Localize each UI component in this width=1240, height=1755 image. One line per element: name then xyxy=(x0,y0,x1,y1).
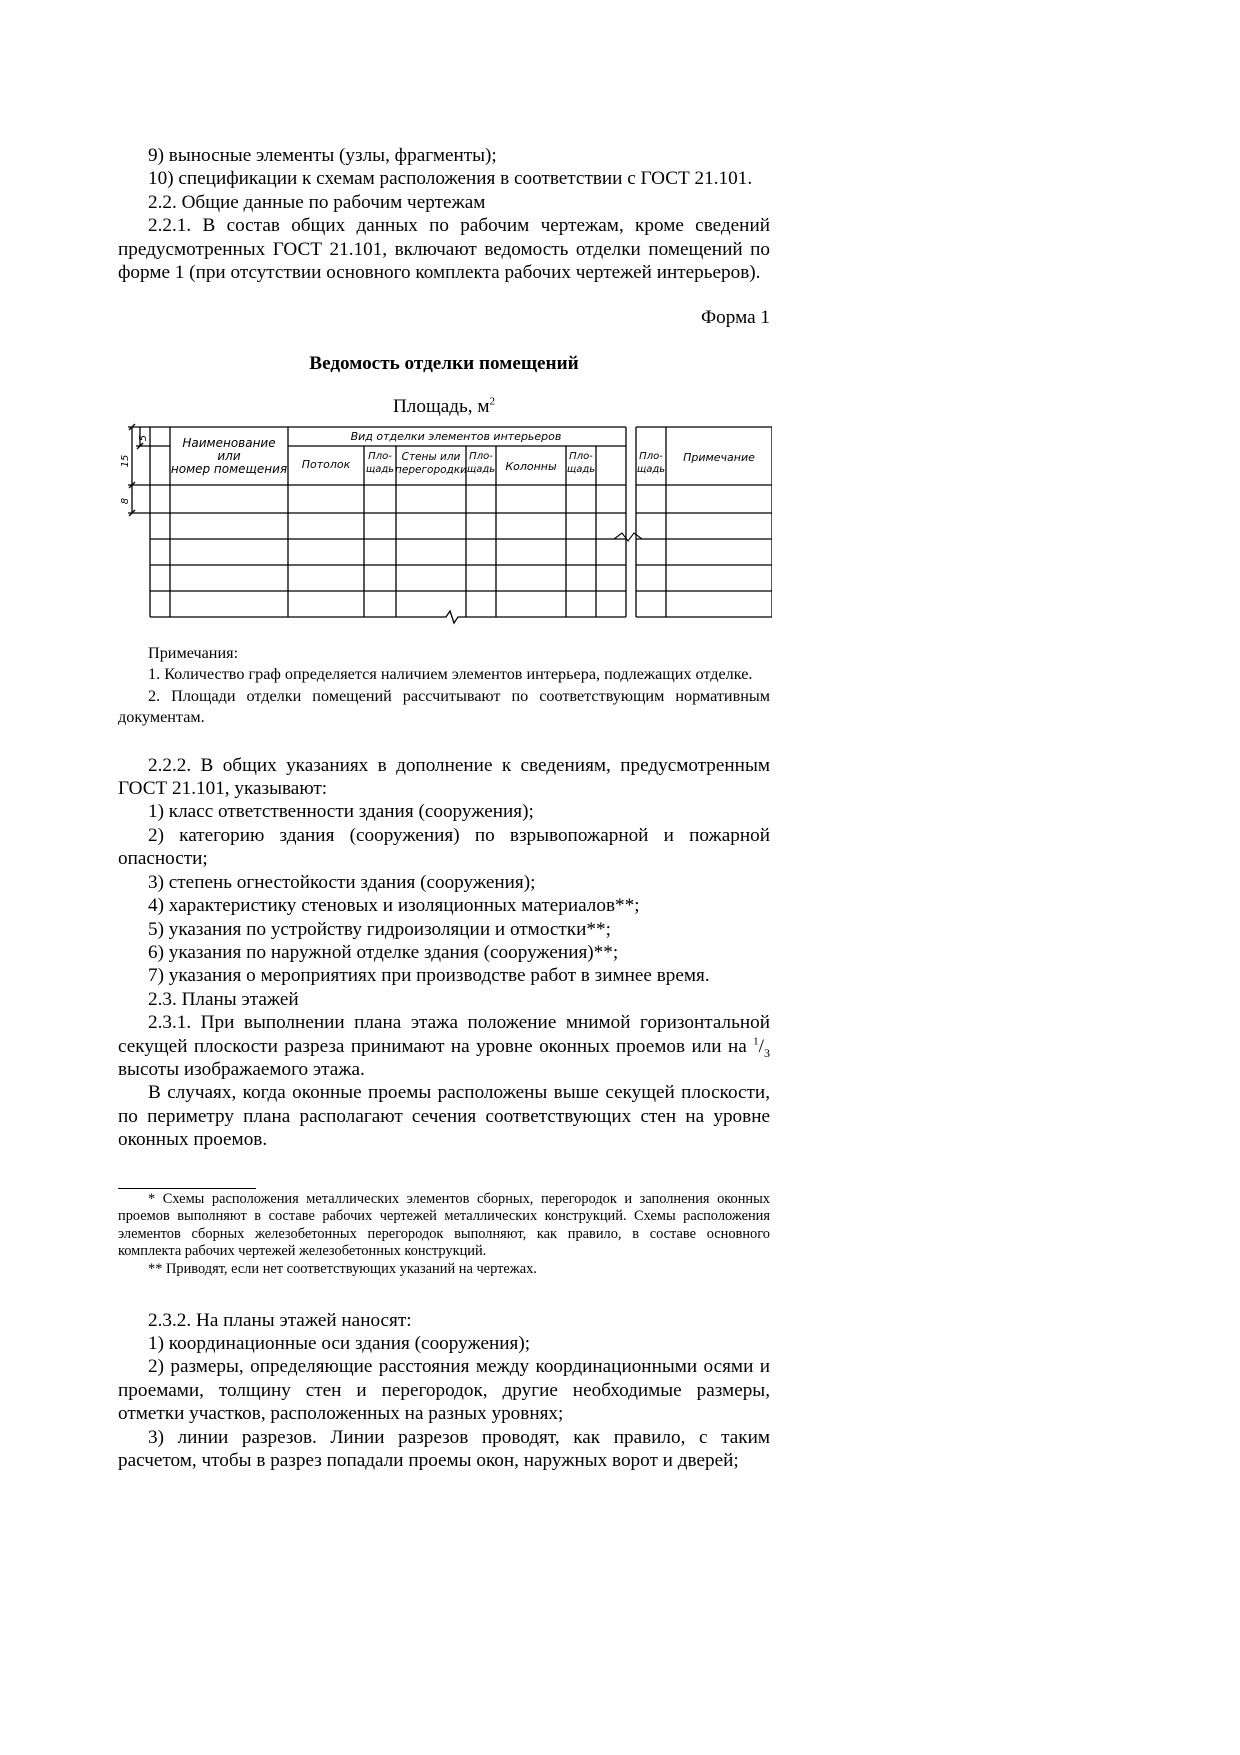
list-item: 4) характеристику стеновых и изоляционных материалов**; xyxy=(148,895,640,917)
group-header: Вид отделки элементов интерьеров xyxy=(350,429,562,443)
col-name-line3: номер помещения xyxy=(170,461,288,476)
paragraph: 2.2.1. В состав общих данных по рабочим чертежам, кроме сведений предусмотренных ГОСТ 21.101, включают ведомость отделки помещений по форме 1 (при отсутствии основного комплекта рабочих чертежей интерьеров). xyxy=(118,215,770,284)
list-item: 3) степень огнестойкости здания (сооружения); xyxy=(148,871,536,893)
notes-title: Примечания: xyxy=(148,643,239,662)
list-item: 1) координационные оси здания (сооружения); xyxy=(148,1332,531,1354)
col-area3-l2: щадь xyxy=(566,463,596,475)
footnote: * Схемы расположения металлических элементов сборных, перегородок и заполнения оконных проемов выполняют в составе рабочих чертежей металлических конструкций. Схемы расположения элементов сборных железобетонных перегородок выполняют, как правило, в составе основного комплекта рабочих чертежей железобетонных конструкций. xyxy=(118,1190,770,1260)
list-item: 5) указания по устройству гидроизоляции и отмостки**; xyxy=(148,918,611,940)
paragraph: 10) спецификации к схемам расположения в соответствии с ГОСТ 21.101. xyxy=(148,168,753,190)
form-label: Форма 1 xyxy=(701,307,770,329)
list-item: 2) категорию здания (сооружения) по взрывопожарной и пожарной опасности; xyxy=(118,824,770,870)
form-table-svg xyxy=(116,423,772,628)
document-page xyxy=(118,0,770,1472)
form-table-drawing xyxy=(116,423,772,628)
paragraph: 9) выносные элементы (узлы, фрагменты); xyxy=(148,145,497,166)
section-heading: 2.3. Планы этажей xyxy=(148,988,299,1010)
col-area1-l1: Пло- xyxy=(368,450,392,462)
col-area3-l1: Пло- xyxy=(569,450,593,462)
paragraph: 2.2.2. В общих указаниях в дополнение к сведениям, предусмотренным ГОСТ 21.101, указывают: xyxy=(118,754,770,800)
form-title: Ведомость отделки помещений xyxy=(309,352,579,374)
paragraph: 2.3.1. При выполнении плана этажа положение мнимой горизонтальной секущей плоскости разреза принимают на уровне оконных проемов или на $^1/_3$ высоты изображаемого этажа. xyxy=(118,1012,770,1080)
note-item: 1. Количество граф определяется наличием элементов интерьера, подлежащих отделке. xyxy=(148,665,753,684)
col-area1-l2: щадь xyxy=(365,463,395,475)
dim-15: 15 xyxy=(120,454,131,468)
list-item: 6) указания по наружной отделке здания (сооружения)**; xyxy=(148,941,619,963)
col-name-line2: или xyxy=(217,448,241,463)
dim-5: 5 xyxy=(138,434,149,441)
note-item: 2. Площади отделки помещений рассчитывают по соответствующим нормативным документам. xyxy=(118,686,770,727)
col-walls-l2: перегородки xyxy=(395,463,467,476)
col-area4-l2: щадь xyxy=(636,463,666,475)
area-label: Площадь, $м^2$ xyxy=(392,395,496,418)
col-name-line1: Наименование xyxy=(182,435,276,450)
footnote: ** Приводят, если нет соответствующих указаний на чертежах. xyxy=(148,1260,537,1277)
col-columns: Колонны xyxy=(505,459,557,473)
list-item: 2) размеры, определяющие расстояния между координационными осями и проемами, толщину стен и перегородок, другие необходимые размеры, отметки участков, расположенных на разных уровнях; xyxy=(118,1356,770,1425)
col-area2-l2: щадь xyxy=(466,463,496,475)
dim-8: 8 xyxy=(120,497,131,504)
section-heading: 2.2. Общие данные по рабочим чертежам xyxy=(148,191,486,213)
col-walls-l1: Стены или xyxy=(401,450,461,463)
paragraph: 2.3.2. На планы этажей наносят: xyxy=(148,1309,412,1331)
list-item: 1) класс ответственности здания (сооружения); xyxy=(148,801,534,823)
paragraph: В случаях, когда оконные проемы расположены выше секущей плоскости, по периметру плана располагают сечения соответствующих стен на уровне оконных проемов. xyxy=(118,1082,770,1151)
col-area2-l1: Пло- xyxy=(469,450,493,462)
col-note: Примечание xyxy=(683,450,755,464)
col-ceiling: Потолок xyxy=(301,457,351,471)
list-item: 7) указания о мероприятиях при производстве работ в зимнее время. xyxy=(148,965,710,987)
list-item: 3) линии разрезов. Линии разрезов проводят, как правило, с таким расчетом, чтобы в разрез попадали проемы окон, наружных ворот и дверей; xyxy=(118,1426,770,1471)
col-area4-l1: Пло- xyxy=(639,450,663,462)
footnote-separator xyxy=(118,1188,256,1189)
